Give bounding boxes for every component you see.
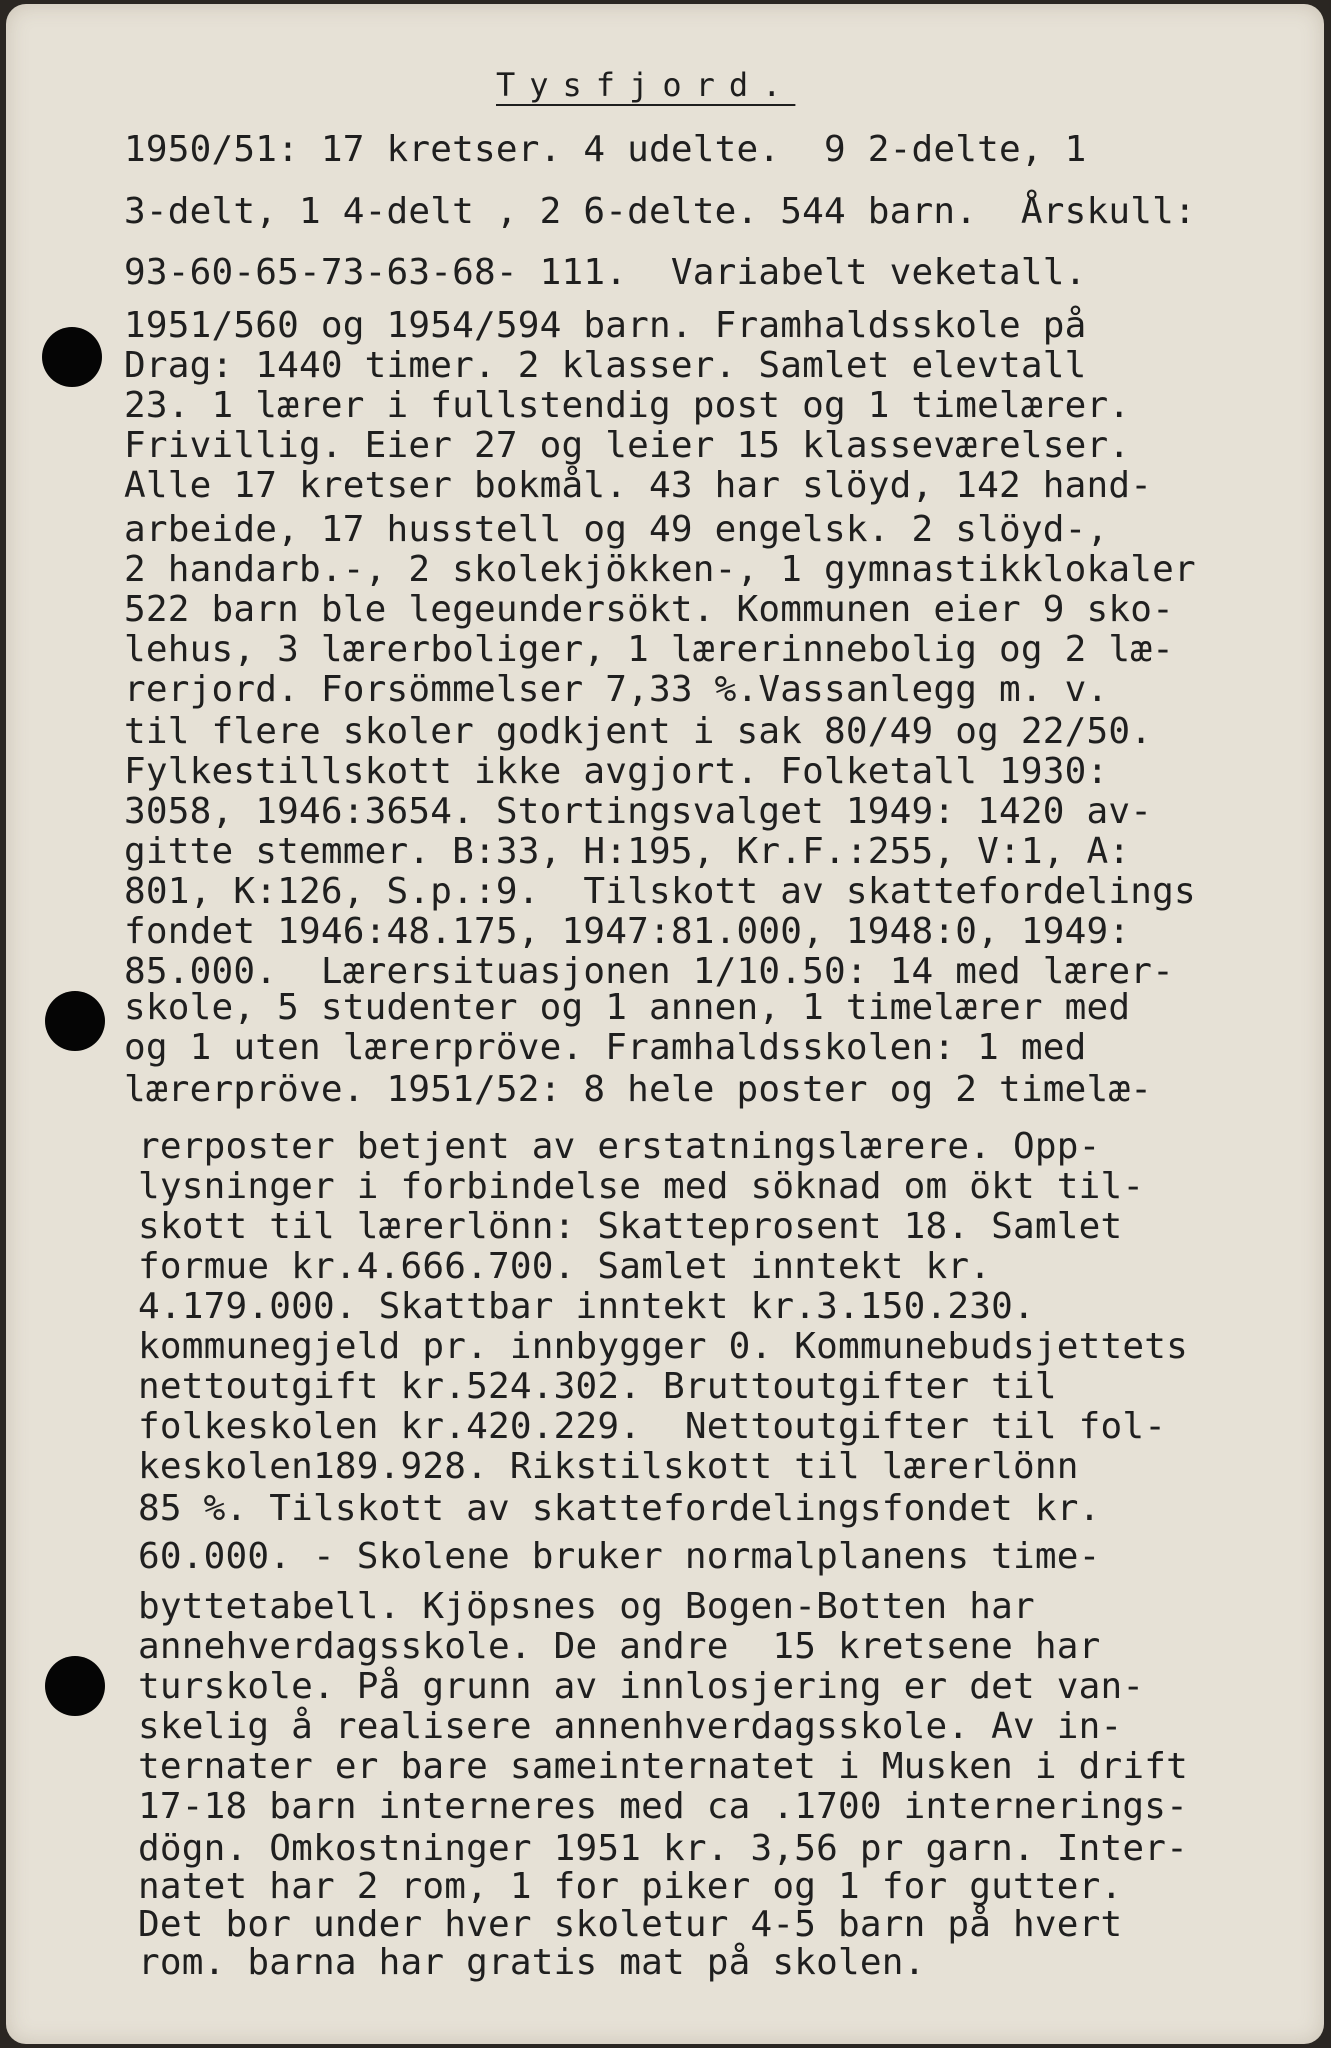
text-line: kommunegjeld pr. innbygger 0. Kommunebudsjettets bbox=[138, 1326, 1188, 1367]
text-line: rerposter betjent av erstatningslærere. Opp- bbox=[138, 1126, 1101, 1167]
text-line: natet har 2 rom, 1 for piker og 1 for gutter. bbox=[138, 1866, 1123, 1907]
text-line: og 1 uten lærerpröve. Framhaldsskolen: 1 med bbox=[124, 1027, 1087, 1068]
text-line: Drag: 1440 timer. 2 klasser. Samlet elevtall bbox=[124, 345, 1087, 386]
text-line: 801, K:126, S.p.:9. Tilskott av skattefordelings bbox=[124, 871, 1196, 912]
text-line: nettoutgift kr.524.302. Bruttoutgifter til bbox=[138, 1366, 1057, 1407]
text-line: turskole. På grunn av innlosjering er det van- bbox=[138, 1666, 1145, 1707]
text-line: 60.000. - Skolene bruker normalplanens time- bbox=[138, 1536, 1101, 1577]
text-line: 93-60-65-73-63-68- 111. Variabelt veketall. bbox=[124, 252, 1087, 293]
text-line: 17-18 barn interneres med ca .1700 internerings- bbox=[138, 1786, 1188, 1827]
text-line: gitte stemmer. B:33, H:195, Kr.F.:255, V:1, A: bbox=[124, 831, 1131, 872]
text-line: arbeide, 17 husstell og 49 engelsk. 2 slöyd-, bbox=[124, 509, 1109, 550]
text-line: lærerpröve. 1951/52: 8 hele poster og 2 timelæ- bbox=[124, 1069, 1153, 1110]
text-line: annehverdagsskole. De andre 15 kretsene har bbox=[138, 1626, 1101, 1667]
text-line: lehus, 3 lærerboliger, 1 lærerinnebolig og 2 læ- bbox=[124, 629, 1174, 670]
text-line: skelig å realisere annenhverdagsskole. Av in- bbox=[138, 1706, 1123, 1747]
text-line: skott til lærerlönn: Skatteprosent 18. Samlet bbox=[138, 1206, 1123, 1247]
text-line: 3058, 1946:3654. Stortingsvalget 1949: 1420 av- bbox=[124, 791, 1153, 832]
text-line: folkeskolen kr.420.229. Nettoutgifter til fol- bbox=[138, 1406, 1167, 1447]
text-line: 85 %. Tilskott av skattefordelingsfondet kr. bbox=[138, 1488, 1101, 1529]
index-card bbox=[6, 4, 1324, 2044]
text-line: ternater er bare sameinternatet i Musken i drift bbox=[138, 1746, 1188, 1787]
text-line: 1950/51: 17 kretser. 4 udelte. 9 2-delte, 1 bbox=[124, 129, 1087, 170]
card-title: Tysfjord. bbox=[496, 66, 796, 104]
text-line: 85.000. Lærersituasjonen 1/10.50: 14 med lærer- bbox=[124, 951, 1174, 992]
text-line: rerjord. Forsömmelser 7,33 %.Vassanlegg m. v. bbox=[124, 669, 1109, 710]
text-line: 1951/560 og 1954/594 barn. Framhaldsskole på bbox=[124, 305, 1087, 346]
text-line: lysninger i forbindelse med söknad om ökt til- bbox=[138, 1166, 1145, 1207]
typed-text-body bbox=[6, 4, 1324, 2044]
text-line: 23. 1 lærer i fullstendig post og 1 timelærer. bbox=[124, 385, 1131, 426]
text-line: formue kr.4.666.700. Samlet inntekt kr. bbox=[138, 1246, 992, 1287]
text-line: Fylkestillskott ikke avgjort. Folketall 1930: bbox=[124, 751, 1109, 792]
text-line: 3-delt, 1 4-delt , 2 6-delte. 544 barn. Årskull: bbox=[124, 191, 1196, 232]
text-line: rom. barna har gratis mat på skolen. bbox=[138, 1942, 926, 1983]
text-line: 522 barn ble legeundersökt. Kommunen eier 9 sko- bbox=[124, 589, 1174, 630]
text-line: Frivillig. Eier 27 og leier 15 klasseværelser. bbox=[124, 425, 1131, 466]
text-line: til flere skoler godkjent i sak 80/49 og 22/50. bbox=[124, 711, 1153, 752]
text-line: byttetabell. Kjöpsnes og Bogen-Botten har bbox=[138, 1586, 1035, 1627]
text-line: keskolen189.928. Rikstilskott til lærerlönn bbox=[138, 1446, 1079, 1487]
text-line: fondet 1946:48.175, 1947:81.000, 1948:0, 1949: bbox=[124, 911, 1131, 952]
text-line: skole, 5 studenter og 1 annen, 1 timelærer med bbox=[124, 987, 1131, 1028]
text-line: 4.179.000. Skattbar inntekt kr.3.150.230. bbox=[138, 1286, 1035, 1327]
text-line: Det bor under hver skoletur 4-5 barn på hvert bbox=[138, 1904, 1123, 1945]
text-line: dögn. Omkostninger 1951 kr. 3,56 pr garn. Inter- bbox=[138, 1828, 1188, 1869]
text-line: Alle 17 kretser bokmål. 43 har slöyd, 142 hand- bbox=[124, 465, 1153, 506]
text-line: 2 handarb.-, 2 skolekjökken-, 1 gymnastikklokaler bbox=[124, 549, 1196, 590]
